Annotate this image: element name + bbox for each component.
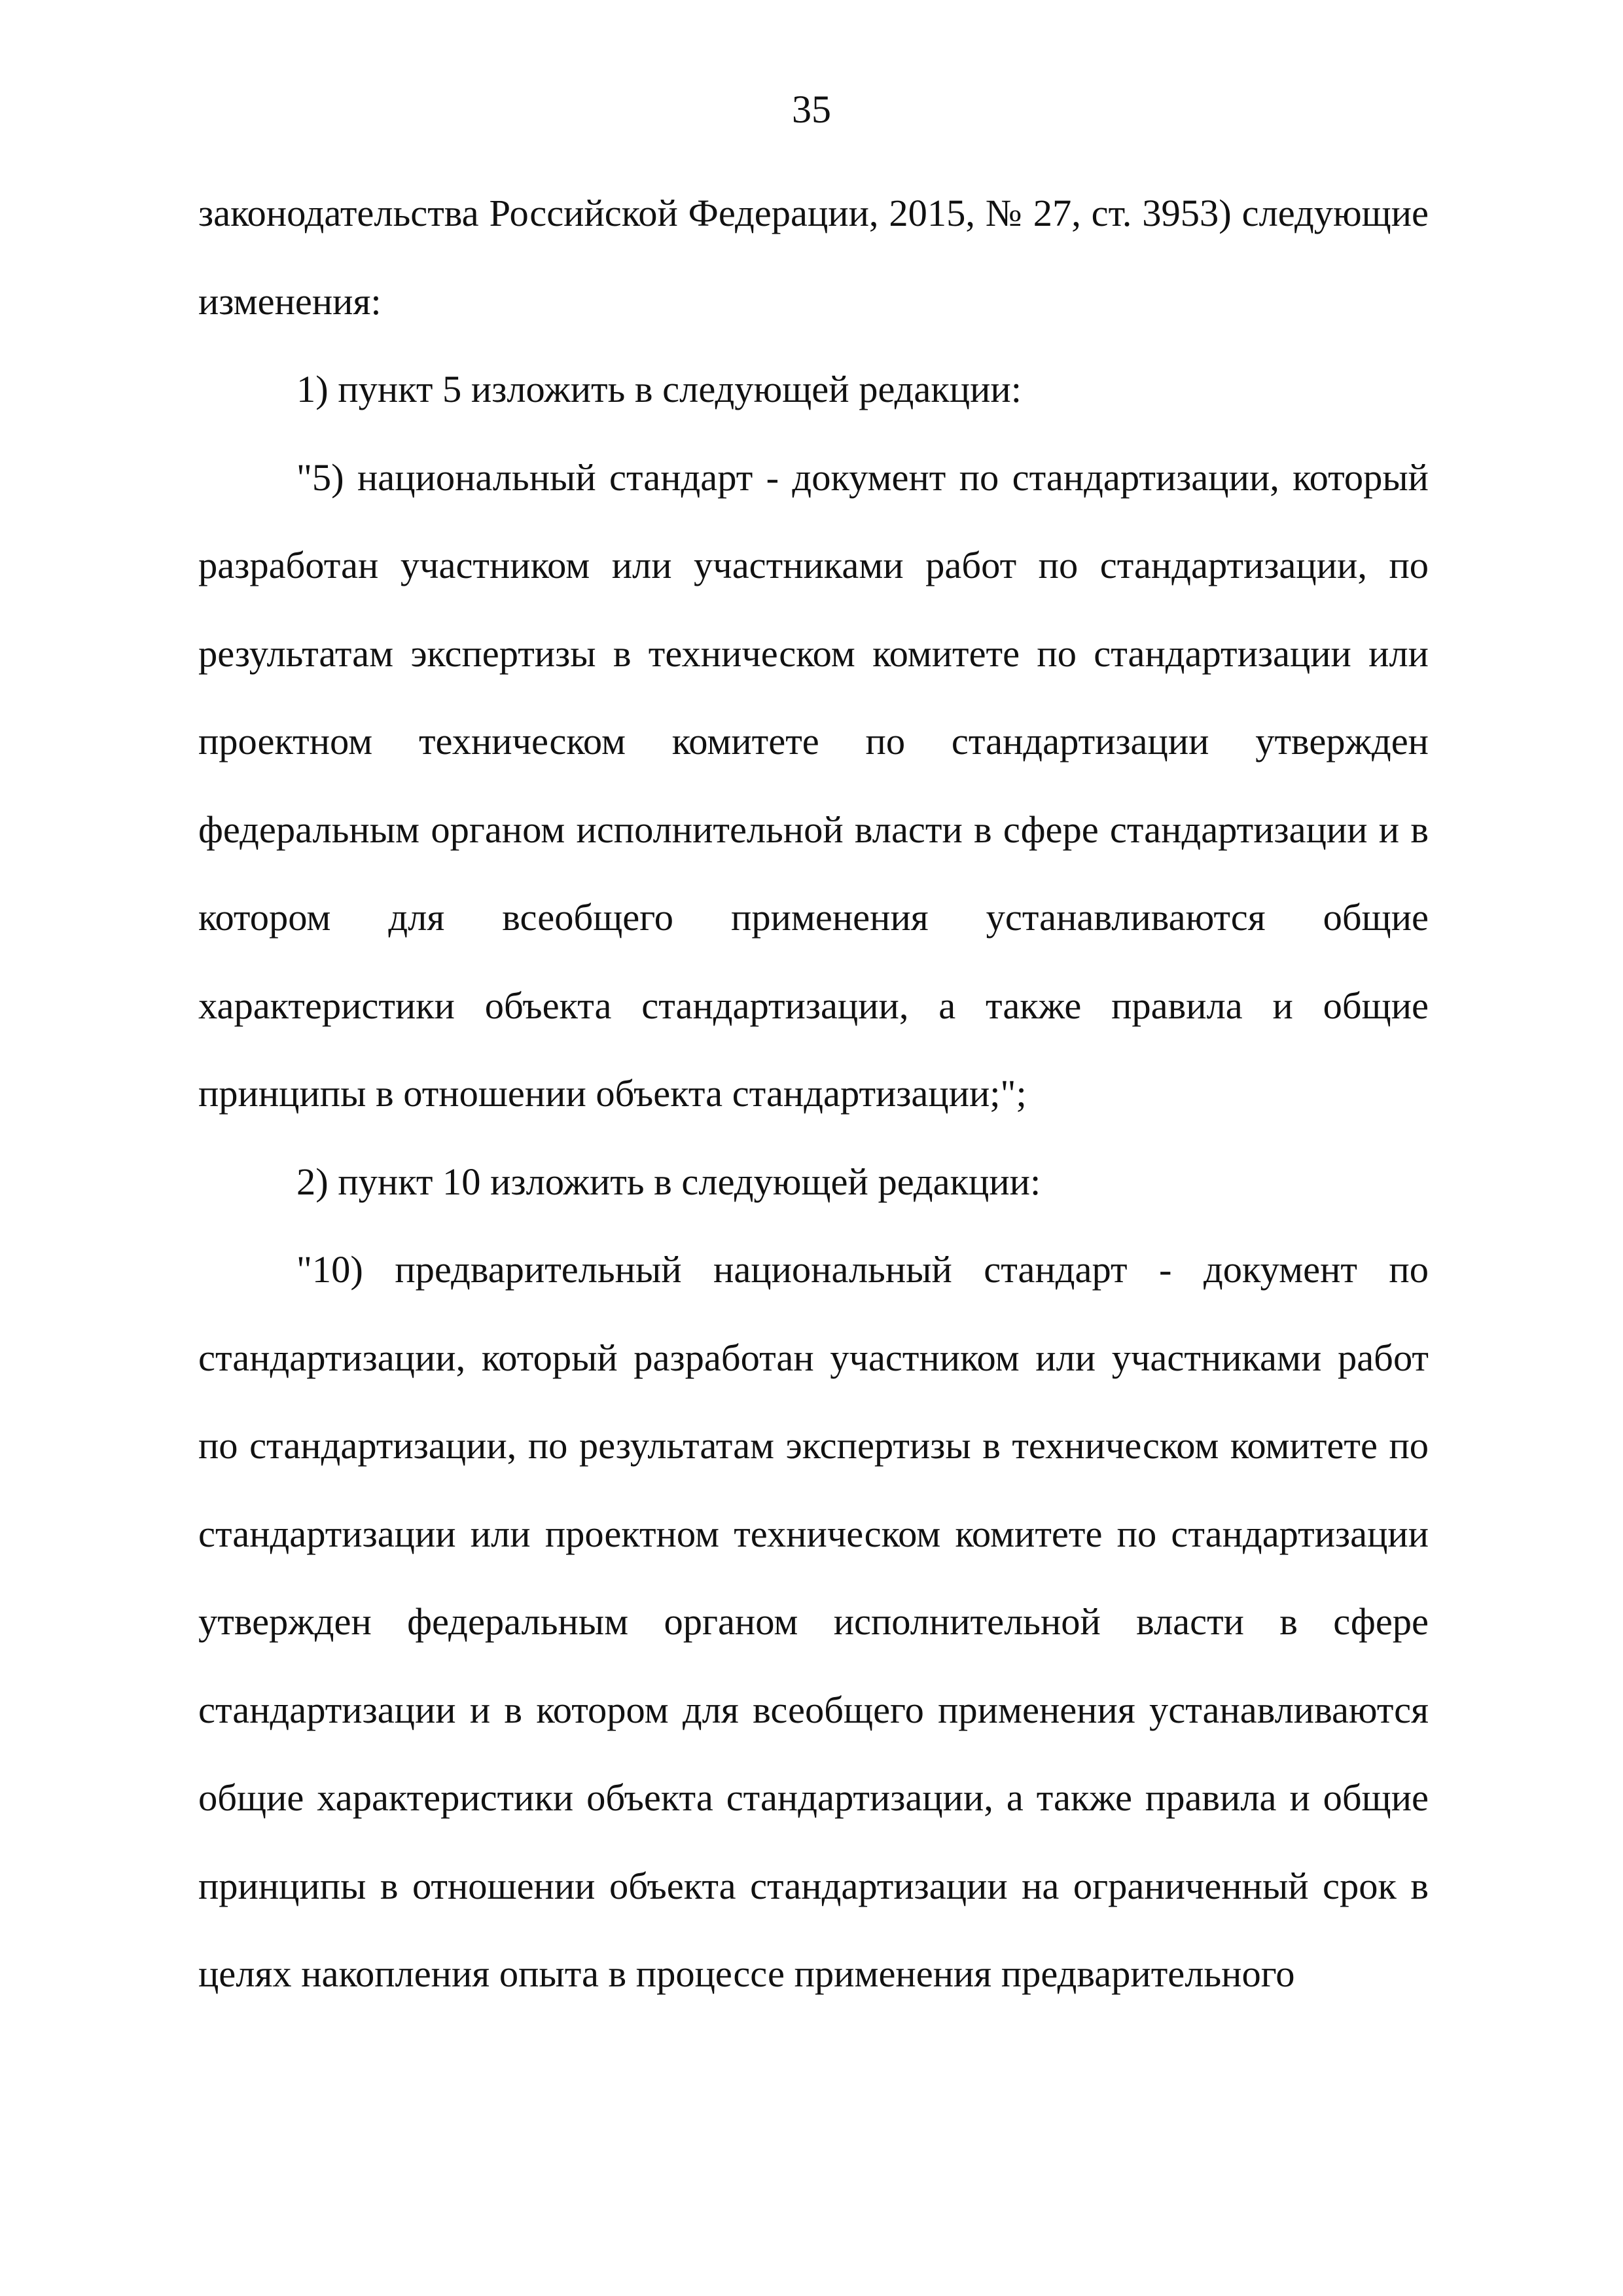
page-number: 35 xyxy=(792,88,831,131)
paragraph-intro: законодательства Российской Федерации, 2015, № 27, ст. 3953) следующие изменения: xyxy=(198,192,1429,323)
document-body xyxy=(198,170,1429,2018)
paragraph-item-1: 1) пункт 5 изложить в следующей редакции: xyxy=(296,368,1022,410)
paragraph-definition-5: "5) национальный стандарт - документ по стандартизации, который разработан участником или участниками работ по стандартизации, по результатам экспертизы в техническом комитете по стандартизации или проектном техническом комитете по стандартизации утвержден федеральным органом исполнительной власти в сфере стандартизации и в котором для всеобщего применения устанавливаются общие характеристики объекта стандартизации, а также правила и общие принципы в отношении объекта стандартизации;"; xyxy=(198,456,1429,1115)
paragraph-item-2: 2) пункт 10 изложить в следующей редакции: xyxy=(296,1160,1041,1203)
paragraph-definition-10: "10) предварительный национальный стандарт - документ по стандартизации, который разработан участником или участниками работ по стандартизации, по результатам экспертизы в техническом комитете по стандартизации или проектном техническом комитете по стандартизации утвержден федеральным органом исполнительной власти в сфере стандартизации и в котором для всеобщего применения устанавливаются общие характеристики объекта стандартизации, а также правила и общие принципы в отношении объекта стандартизации на ограниченный срок в целях накопления опыта в процессе применения предварительного xyxy=(198,1248,1429,1995)
